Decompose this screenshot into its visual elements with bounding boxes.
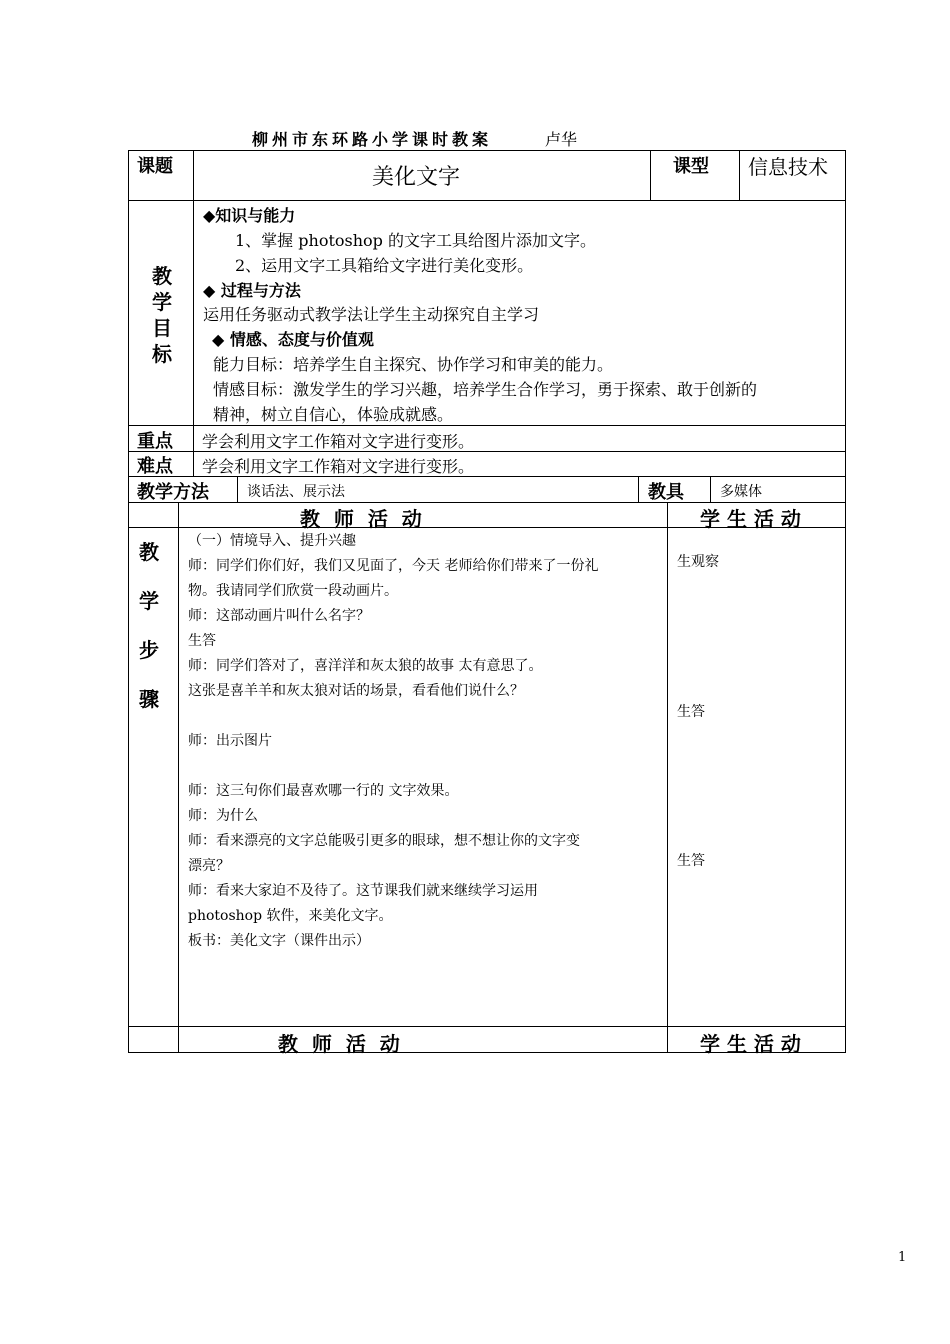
steps-label [137,528,161,724]
teacher-line: 这张是喜羊羊和灰太狼对话的场景，看看他们说什么？ [188,683,524,699]
teacher-line: 师：为什么 [188,808,258,824]
table-border [193,150,194,476]
goals-label-char: 学 [152,290,172,314]
table-border [638,476,639,502]
type-label: 课型 [673,156,709,177]
ability-goal: 能力目标：培养学生自主探究、协作学习和审美的能力。 [213,355,614,374]
page-number: 1 [898,1250,907,1265]
teacher-line: （一）情境导入、提升兴趣 [188,533,356,549]
teacher-line: 漂亮？ [188,858,230,874]
table-border [128,150,129,1052]
teacher-line: 师：看来漂亮的文字总能吸引更多的眼球，想不想让你的文字变 [188,833,580,849]
teacher-line: 物。我请同学们欣赏一段动画片。 [188,583,398,599]
process-text: 运用任务驱动式教学法让学生主动探究自主学习 [203,305,540,324]
table-border [650,150,651,200]
topic-value: 美化文字 [372,165,461,190]
teacher-activity-header: 教 师 活 动 [300,507,422,531]
difficulty-value: 学会利用文字工作箱对文字进行变形。 [202,457,475,476]
emotion-heading: ◆ 情感、态度与价值观 [212,330,374,349]
teacher-line: 师：出示图片 [188,733,272,749]
emotion-goal: 情感目标：激发学生的学习兴趣，培养学生合作学习，勇于探索、敢于创新的 [213,380,758,399]
key-point-value: 学会利用文字工作箱对文字进行变形。 [202,432,475,451]
method-label: 教学方法 [137,482,209,503]
steps-label-char: 骤 [139,687,159,711]
goals-label-char: 标 [152,342,172,366]
table-border [128,200,846,201]
student-activity-header: 学 生 活 动 [700,1032,801,1056]
steps-label-char: 教 [139,540,159,564]
knowledge-item: 1、掌握 photoshop 的文字工具给图片添加文字。 [235,231,596,250]
table-border [710,476,711,502]
student-line: 生答 [677,704,705,720]
teacher-line: 生答 [188,633,216,649]
goals-label [150,263,174,367]
difficulty-label: 难点 [137,456,173,477]
table-border [128,425,846,426]
teacher-line: photoshop 软件，来美化文字。 [188,908,393,924]
teacher-line: 板书：美化文字（课件出示） [188,933,370,949]
teacher-line: 师：同学们你们好，我们又见面了，今天 老师给你们带来了一份礼 [188,558,599,574]
table-border [237,476,238,502]
method-value: 谈话法、展示法 [247,484,345,500]
knowledge-heading: ◆知识与能力 [203,206,296,225]
student-activity-header: 学 生 活 动 [700,507,801,531]
table-border [667,502,668,1052]
steps-label-char: 学 [139,589,159,613]
table-border [739,150,740,200]
emotion-goal: 精神，树立自信心，体验成就感。 [213,405,454,424]
teacher-line: 师：这部动画片叫什么名字？ [188,608,370,624]
table-border [845,150,846,1052]
goals-label-char: 目 [152,316,172,340]
table-border [178,502,179,1052]
type-value: 信息技术 [748,155,828,179]
topic-label: 课题 [137,156,173,177]
teacher-line: 师：同学们答对了，喜洋洋和灰太狼的故事 太有意思了。 [188,658,543,674]
teacher-line: 师：这三句你们最喜欢哪一行的 文字效果。 [188,783,459,799]
knowledge-item: 2、运用文字工具箱给文字进行美化变形。 [235,256,534,275]
student-line: 生答 [677,853,705,869]
steps-label-char: 步 [139,638,159,662]
key-point-label: 重点 [137,431,173,452]
teacher-activity-header: 教 师 活 动 [278,1032,400,1056]
table-border [128,1026,846,1027]
process-heading: ◆ 过程与方法 [203,281,301,300]
student-line: 生观察 [677,554,719,570]
tools-value: 多媒体 [720,484,762,500]
goals-label-char: 教 [152,264,172,288]
teacher-line: 师：看来大家迫不及待了。这节课我们就来继续学习运用 [188,883,538,899]
doc-title: 柳州市东环路小学课时教案 [252,130,493,149]
tools-label: 教具 [648,482,684,503]
doc-author: 卢华 [545,130,578,149]
